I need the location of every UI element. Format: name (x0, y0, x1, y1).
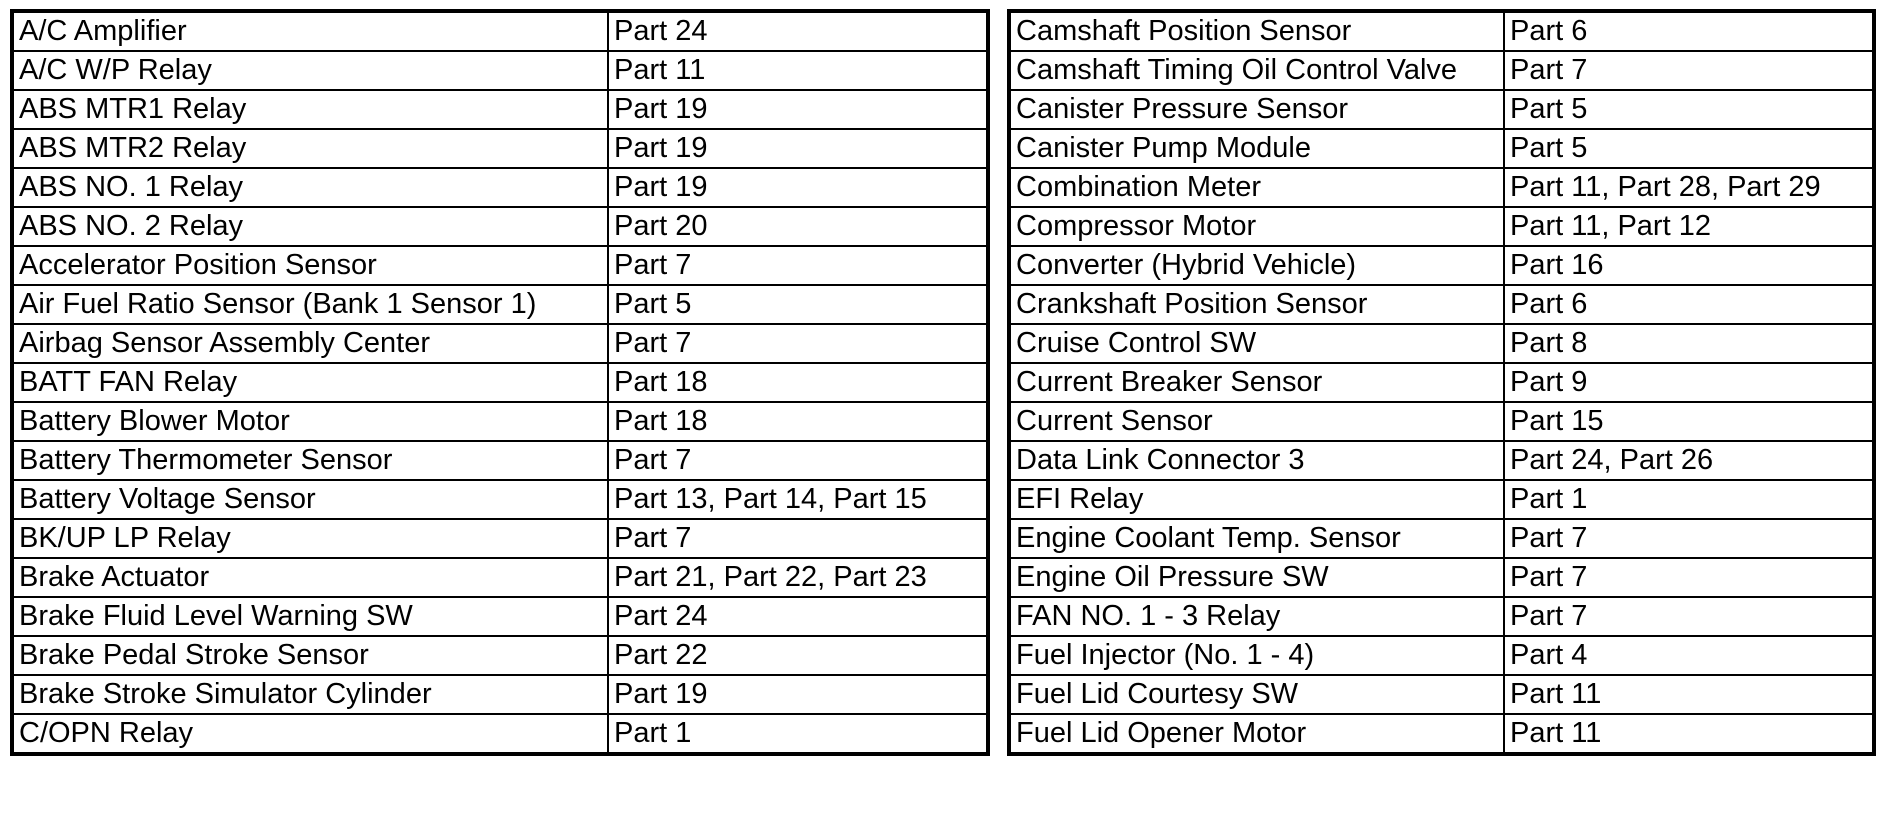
component-name: C/OPN Relay (12, 714, 608, 754)
part-location: Part 6 (1504, 285, 1874, 324)
table-row (12, 597, 988, 636)
table-row (1009, 11, 1874, 51)
table-row (1009, 246, 1874, 285)
part-location: Part 24 (608, 597, 988, 636)
component-name: Fuel Lid Courtesy SW (1009, 675, 1504, 714)
component-name: ABS NO. 2 Relay (12, 207, 608, 246)
table-row (1009, 441, 1874, 480)
part-location: Part 11 (608, 51, 988, 90)
component-name: ABS MTR2 Relay (12, 129, 608, 168)
component-name: Engine Coolant Temp. Sensor (1009, 519, 1504, 558)
table-row (1009, 129, 1874, 168)
table-row (12, 363, 988, 402)
part-location: Part 4 (1504, 636, 1874, 675)
table-body-right (1009, 11, 1874, 754)
component-name: Fuel Lid Opener Motor (1009, 714, 1504, 754)
component-name: Brake Fluid Level Warning SW (12, 597, 608, 636)
component-name: FAN NO. 1 - 3 Relay (1009, 597, 1504, 636)
table-row (12, 285, 988, 324)
table-body-left (12, 11, 988, 754)
component-name: Current Breaker Sensor (1009, 363, 1504, 402)
part-location: Part 15 (1504, 402, 1874, 441)
table-row (12, 90, 988, 129)
part-location: Part 19 (608, 168, 988, 207)
part-location: Part 1 (1504, 480, 1874, 519)
component-name: Converter (Hybrid Vehicle) (1009, 246, 1504, 285)
table-row (12, 129, 988, 168)
table-row (1009, 168, 1874, 207)
part-location: Part 22 (608, 636, 988, 675)
component-name: Crankshaft Position Sensor (1009, 285, 1504, 324)
part-location: Part 5 (1504, 129, 1874, 168)
part-location: Part 16 (1504, 246, 1874, 285)
component-name: A/C W/P Relay (12, 51, 608, 90)
part-location: Part 7 (1504, 519, 1874, 558)
component-name: Data Link Connector 3 (1009, 441, 1504, 480)
component-name: Battery Voltage Sensor (12, 480, 608, 519)
component-name: A/C Amplifier (12, 11, 608, 51)
component-index-table-right (1007, 9, 1876, 756)
part-location: Part 11 (1504, 675, 1874, 714)
part-location: Part 19 (608, 129, 988, 168)
component-name: Combination Meter (1009, 168, 1504, 207)
part-location: Part 1 (608, 714, 988, 754)
part-location: Part 11, Part 12 (1504, 207, 1874, 246)
part-location: Part 7 (1504, 51, 1874, 90)
table-row (12, 441, 988, 480)
component-name: ABS NO. 1 Relay (12, 168, 608, 207)
component-name: Brake Stroke Simulator Cylinder (12, 675, 608, 714)
table-row (12, 714, 988, 754)
component-name: Canister Pump Module (1009, 129, 1504, 168)
component-name: Battery Thermometer Sensor (12, 441, 608, 480)
component-name: Battery Blower Motor (12, 402, 608, 441)
table-row (1009, 285, 1874, 324)
table-row (1009, 597, 1874, 636)
table-row (12, 11, 988, 51)
part-location: Part 20 (608, 207, 988, 246)
component-name: Air Fuel Ratio Sensor (Bank 1 Sensor 1) (12, 285, 608, 324)
part-location: Part 6 (1504, 11, 1874, 51)
component-name: Fuel Injector (No. 1 - 4) (1009, 636, 1504, 675)
table-row (1009, 402, 1874, 441)
part-location: Part 7 (608, 519, 988, 558)
component-name: ABS MTR1 Relay (12, 90, 608, 129)
table-row (12, 207, 988, 246)
part-location: Part 5 (608, 285, 988, 324)
table-row (12, 519, 988, 558)
table-row (1009, 675, 1874, 714)
part-location: Part 8 (1504, 324, 1874, 363)
component-name: Accelerator Position Sensor (12, 246, 608, 285)
part-location: Part 9 (1504, 363, 1874, 402)
part-location: Part 24, Part 26 (1504, 441, 1874, 480)
table-row (12, 636, 988, 675)
table-row (12, 324, 988, 363)
component-name: Brake Pedal Stroke Sensor (12, 636, 608, 675)
part-location: Part 19 (608, 675, 988, 714)
part-location: Part 18 (608, 402, 988, 441)
component-name: Brake Actuator (12, 558, 608, 597)
part-location: Part 7 (1504, 597, 1874, 636)
component-name: Airbag Sensor Assembly Center (12, 324, 608, 363)
part-location: Part 18 (608, 363, 988, 402)
table-row (1009, 480, 1874, 519)
table-row (12, 675, 988, 714)
table-row (12, 168, 988, 207)
part-location: Part 7 (1504, 558, 1874, 597)
part-location: Part 7 (608, 441, 988, 480)
component-name: BK/UP LP Relay (12, 519, 608, 558)
component-name: Camshaft Timing Oil Control Valve (1009, 51, 1504, 90)
component-name: Camshaft Position Sensor (1009, 11, 1504, 51)
table-row (12, 51, 988, 90)
table-row (1009, 207, 1874, 246)
table-row (1009, 636, 1874, 675)
table-row (12, 480, 988, 519)
table-row (12, 558, 988, 597)
part-location: Part 13, Part 14, Part 15 (608, 480, 988, 519)
table-row (1009, 714, 1874, 754)
table-row (1009, 51, 1874, 90)
component-index-table-left (10, 9, 990, 756)
part-location: Part 19 (608, 90, 988, 129)
component-name: BATT FAN Relay (12, 363, 608, 402)
table-row (12, 246, 988, 285)
component-name: Canister Pressure Sensor (1009, 90, 1504, 129)
table-row (1009, 519, 1874, 558)
component-name: Cruise Control SW (1009, 324, 1504, 363)
component-name: Compressor Motor (1009, 207, 1504, 246)
part-location: Part 11, Part 28, Part 29 (1504, 168, 1874, 207)
component-name: EFI Relay (1009, 480, 1504, 519)
table-row (1009, 363, 1874, 402)
table-row (1009, 90, 1874, 129)
table-row (1009, 324, 1874, 363)
component-name: Current Sensor (1009, 402, 1504, 441)
part-location: Part 5 (1504, 90, 1874, 129)
table-row (1009, 558, 1874, 597)
part-location: Part 11 (1504, 714, 1874, 754)
part-location: Part 7 (608, 246, 988, 285)
part-location: Part 24 (608, 11, 988, 51)
table-row (12, 402, 988, 441)
part-location: Part 7 (608, 324, 988, 363)
part-location: Part 21, Part 22, Part 23 (608, 558, 988, 597)
component-name: Engine Oil Pressure SW (1009, 558, 1504, 597)
